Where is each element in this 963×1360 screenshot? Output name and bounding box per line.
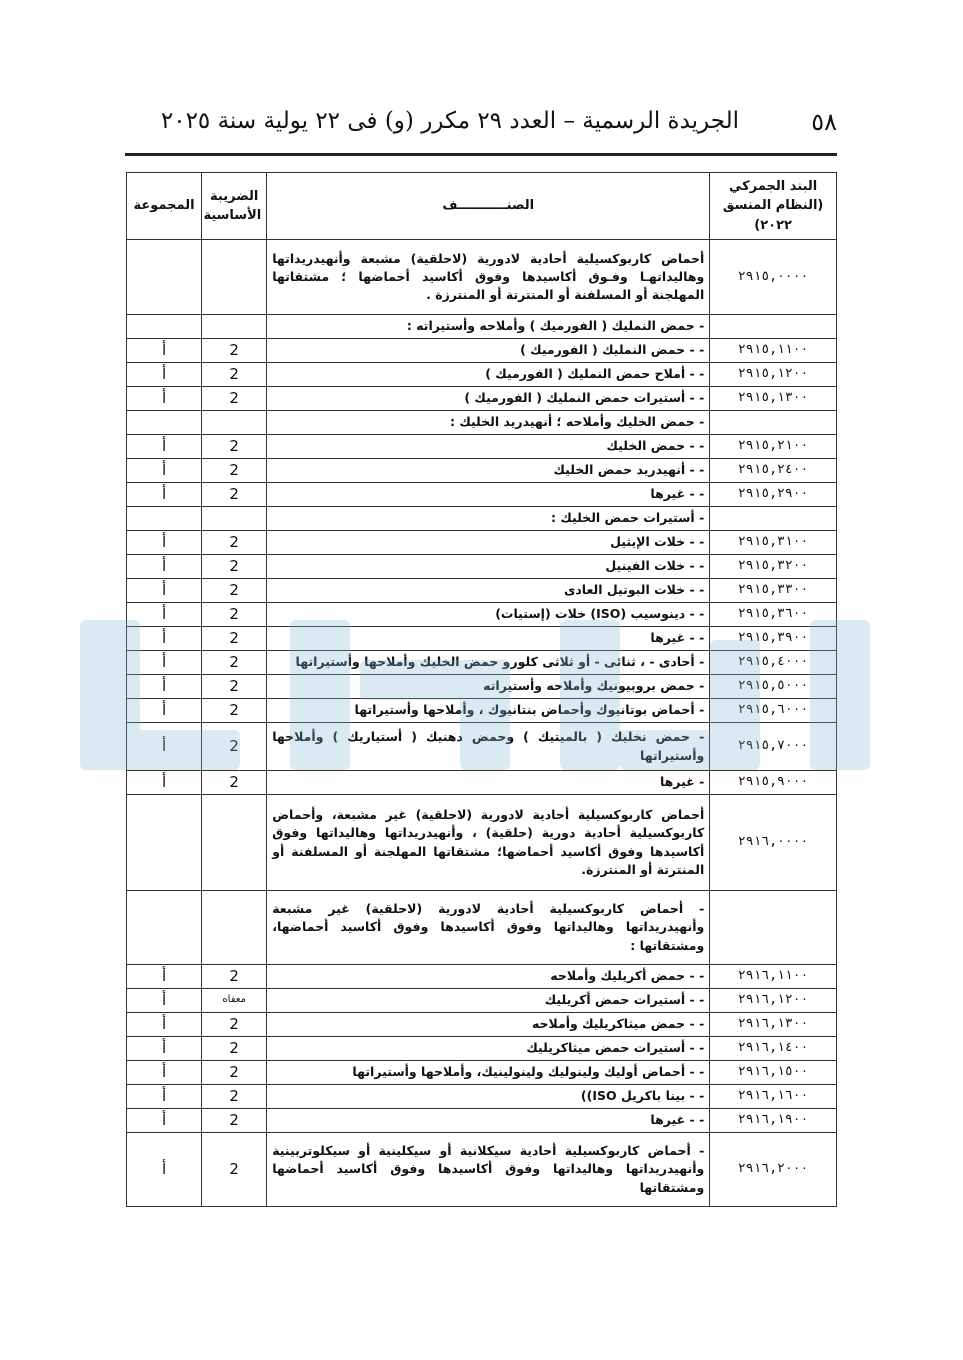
cell-group: أ (127, 627, 202, 651)
cell-rate: 2 (202, 555, 267, 579)
cell-code: ٢٩١٥,٢٩٠٠ (710, 483, 837, 507)
cell-description: - - حمض النمليك ( الفورميك ) (267, 339, 710, 363)
cell-code: ٢٩١٥,٧٠٠٠ (710, 723, 837, 771)
cell-rate: 2 (202, 771, 267, 795)
page-number: ٥٨ (811, 108, 837, 136)
cell-rate: 2 (202, 531, 267, 555)
table-row (127, 1013, 837, 1037)
cell-rate: 2 (202, 435, 267, 459)
cell-code: ٢٩١٦,٠٠٠٠ (710, 795, 837, 891)
cell-code: ٢٩١٥,٦٠٠٠ (710, 699, 837, 723)
header-rate: الضريبة الأساسية (202, 173, 267, 240)
cell-description: - حمض بروبيونيك وأملاحه وأستيراته (267, 675, 710, 699)
cell-group: أ (127, 555, 202, 579)
cell-rate: 2 (202, 675, 267, 699)
cell-rate: 2 (202, 339, 267, 363)
cell-group: أ (127, 989, 202, 1013)
cell-description: - - خلات البوتيل العادى (267, 579, 710, 603)
cell-description: - - أحماض أوليك ولينوليك ولينولينيك، وأملاحها وأستيراتها (267, 1061, 710, 1085)
cell-code: ٢٩١٦,١٢٠٠ (710, 989, 837, 1013)
table-row (127, 507, 837, 531)
cell-description: - - أستيرات حمض أكريليك (267, 989, 710, 1013)
table-row (127, 989, 837, 1013)
table-row (127, 965, 837, 989)
table-row (127, 603, 837, 627)
table-row (127, 675, 837, 699)
header-description: الصنـــــــــــف (267, 173, 710, 240)
cell-rate: 2 (202, 1013, 267, 1037)
cell-rate (202, 795, 267, 891)
cell-rate: 2 (202, 699, 267, 723)
cell-group: أ (127, 1109, 202, 1133)
table-row (127, 1085, 837, 1109)
table-row (127, 651, 837, 675)
cell-code: ٢٩١٥,٣٣٠٠ (710, 579, 837, 603)
cell-description: - أحماض بوتانيوك وأحماض بنتانيوك ، وأملاحها وأستيراتها (267, 699, 710, 723)
cell-group: أ (127, 435, 202, 459)
cell-code: ٢٩١٥,٣٩٠٠ (710, 627, 837, 651)
cell-description: - - أملاح حمض النمليك ( الفورميك ) (267, 363, 710, 387)
table-row (127, 315, 837, 339)
cell-group: أ (127, 1133, 202, 1207)
cell-description: - - غيرها (267, 627, 710, 651)
table-row (127, 1133, 837, 1207)
table-row (127, 387, 837, 411)
cell-group: أ (127, 723, 202, 771)
cell-code: ٢٩١٦,١٩٠٠ (710, 1109, 837, 1133)
cell-description: - - حمض ميثاكريليك وأملاحه (267, 1013, 710, 1037)
table-header-row (127, 173, 837, 240)
cell-description: - - أستيرات حمض النمليك ( الفورميك ) (267, 387, 710, 411)
cell-code: ٢٩١٥,٢١٠٠ (710, 435, 837, 459)
cell-code: ٢٩١٥,٠٠٠٠ (710, 240, 837, 315)
cell-group: أ (127, 363, 202, 387)
cell-rate: 2 (202, 651, 267, 675)
cell-code: ٢٩١٦,١٣٠٠ (710, 1013, 837, 1037)
cell-group: أ (127, 1085, 202, 1109)
cell-group: أ (127, 339, 202, 363)
cell-rate: 2 (202, 603, 267, 627)
table-row (127, 483, 837, 507)
cell-code (710, 315, 837, 339)
cell-rate: 2 (202, 1061, 267, 1085)
cell-rate: 2 (202, 459, 267, 483)
cell-description: - - خلات الفينيل (267, 555, 710, 579)
cell-code: ٢٩١٦,١٥٠٠ (710, 1061, 837, 1085)
cell-group: أ (127, 531, 202, 555)
cell-description: - - غيرها (267, 483, 710, 507)
table-row (127, 240, 837, 315)
page-header (125, 100, 837, 148)
cell-description: - - بينا باكريل ISO)) (267, 1085, 710, 1109)
cell-group: أ (127, 603, 202, 627)
cell-rate: 2 (202, 1085, 267, 1109)
cell-description: - - حمض أكريليك وأملاحه (267, 965, 710, 989)
cell-rate: 2 (202, 387, 267, 411)
cell-description: - حمض الخليك وأملاحه ؛ أنهيدريد الخليك : (267, 411, 710, 435)
table-row (127, 579, 837, 603)
cell-rate: 2 (202, 965, 267, 989)
cell-group: أ (127, 579, 202, 603)
table-row (127, 627, 837, 651)
cell-group: أ (127, 771, 202, 795)
cell-code: ٢٩١٥,٣١٠٠ (710, 531, 837, 555)
cell-code: ٢٩١٥,١٢٠٠ (710, 363, 837, 387)
cell-group: أ (127, 675, 202, 699)
cell-group: أ (127, 651, 202, 675)
table-row (127, 771, 837, 795)
cell-rate: 2 (202, 579, 267, 603)
table-row (127, 531, 837, 555)
cell-group (127, 315, 202, 339)
cell-description: - - غيرها (267, 1109, 710, 1133)
cell-code (710, 891, 837, 965)
cell-group: أ (127, 1037, 202, 1061)
cell-description: - أحادى - ، ثنائى - أو ثلاثى كلورو حمض الخليك وأملاحها وأستيراتها (267, 651, 710, 675)
cell-code: ٢٩١٦,١١٠٠ (710, 965, 837, 989)
cell-code: ٢٩١٥,١٣٠٠ (710, 387, 837, 411)
cell-rate: 2 (202, 1109, 267, 1133)
cell-group (127, 240, 202, 315)
cell-rate: 2 (202, 723, 267, 771)
cell-code: ٢٩١٥,٣٦٠٠ (710, 603, 837, 627)
table-row (127, 891, 837, 965)
cell-description: - أستيرات حمض الخليك : (267, 507, 710, 531)
table-row (127, 363, 837, 387)
cell-group: أ (127, 387, 202, 411)
cell-group: أ (127, 699, 202, 723)
header-code: البند الجمركي (النظام المنسق ٢٠٢٢) (710, 173, 837, 240)
cell-rate (202, 240, 267, 315)
cell-description: - حمض النمليك ( الفورميك ) وأملاحه وأستيراته : (267, 315, 710, 339)
table-row (127, 459, 837, 483)
cell-group (127, 411, 202, 435)
cell-group: أ (127, 459, 202, 483)
cell-group: أ (127, 483, 202, 507)
cell-rate: معفاه (202, 989, 267, 1013)
cell-code (710, 411, 837, 435)
cell-rate: 2 (202, 483, 267, 507)
cell-code (710, 507, 837, 531)
cell-description: - - أستيرات حمض ميثاكريليك (267, 1037, 710, 1061)
cell-code: ٢٩١٥,٤٠٠٠ (710, 651, 837, 675)
table-row (127, 1061, 837, 1085)
table-row (127, 1037, 837, 1061)
cell-description: - حمض نخليك ( بالميتيك ) وحمض دهنيك ( أستياريك ) وأملاحها وأستيراتها (267, 723, 710, 771)
table-row (127, 699, 837, 723)
cell-code: ٢٩١٦,١٤٠٠ (710, 1037, 837, 1061)
table-row (127, 555, 837, 579)
cell-description: - غيرها (267, 771, 710, 795)
cell-rate: 2 (202, 627, 267, 651)
cell-rate: 2 (202, 363, 267, 387)
cell-code: ٢٩١٥,١١٠٠ (710, 339, 837, 363)
cell-description: - أحماض كاربوكسيلية أحادية سيكلانية أو سيكلينية أو سيكلوتربينية وأنهيدريداتها وهاليداتها وفوق أكاسيدها وفوق أكاسيد أحماضها ومشتقاتها (267, 1133, 710, 1207)
cell-code: ٢٩١٦,١٦٠٠ (710, 1085, 837, 1109)
header-group: المجموعة (127, 173, 202, 240)
gazette-title: الجريدة الرسمية – العدد ٢٩ مكرر (و) فى ٢٢ يولية سنة ٢٠٢٥ (160, 108, 739, 134)
cell-code: ٢٩١٥,٢٤٠٠ (710, 459, 837, 483)
cell-group: أ (127, 965, 202, 989)
cell-rate (202, 507, 267, 531)
header-divider (125, 153, 837, 156)
cell-group: أ (127, 1013, 202, 1037)
cell-description: - - حمض الخليك (267, 435, 710, 459)
cell-description: - - خلات الإيثيل (267, 531, 710, 555)
cell-code: ٢٩١٥,٣٢٠٠ (710, 555, 837, 579)
cell-rate (202, 411, 267, 435)
cell-group: أ (127, 1061, 202, 1085)
table-row (127, 795, 837, 891)
cell-description: أحماض كاربوكسيلية أحادية لادورية (لاحلقية) مشبعة وأنهيدريداتها وهاليداتهـا وفـوق أكاسيدها وفوق أكاسيد أحماضها ؛ مشتقاتها المهلجنة أو المسلفنة أو المنترتة أو المنترزة . (267, 240, 710, 315)
cell-group (127, 795, 202, 891)
tariff-table (126, 172, 837, 1207)
table-row (127, 1109, 837, 1133)
cell-description: - - دينوسيب (ISO) خلات (إستيات) (267, 603, 710, 627)
cell-group (127, 891, 202, 965)
cell-code: ٢٩١٦,٢٠٠٠ (710, 1133, 837, 1207)
cell-description: - أحماض كاربوكسيلية أحادية لادورية (لاحلقية) غير مشبعة وأنهيدريداتها وهاليداتها وفوق أكاسيدها وفوق أكاسيد أحماضها، ومشتقاتها : (267, 891, 710, 965)
cell-rate: 2 (202, 1037, 267, 1061)
cell-code: ٢٩١٥,٥٠٠٠ (710, 675, 837, 699)
cell-rate: 2 (202, 1133, 267, 1207)
table-row (127, 435, 837, 459)
table-row (127, 339, 837, 363)
cell-rate (202, 891, 267, 965)
cell-group (127, 507, 202, 531)
cell-rate (202, 315, 267, 339)
cell-description: أحماض كاربوكسيلية أحادية لادورية (لاحلقية) غير مشبعة، وأحماض كاربوكسيلية أحادية دورية (حلقية) ، وأنهيدريداتها وهاليداتها وفوق أكاسيدها وفوق أكاسيد أحماضها؛ مشتقاتها المهلجنة أو المسلفنة أو المنترتة أو المنترزة. (267, 795, 710, 891)
cell-description: - - أنهيدريد حمض الخليك (267, 459, 710, 483)
table-row (127, 411, 837, 435)
table-row (127, 723, 837, 771)
cell-code: ٢٩١٥,٩٠٠٠ (710, 771, 837, 795)
